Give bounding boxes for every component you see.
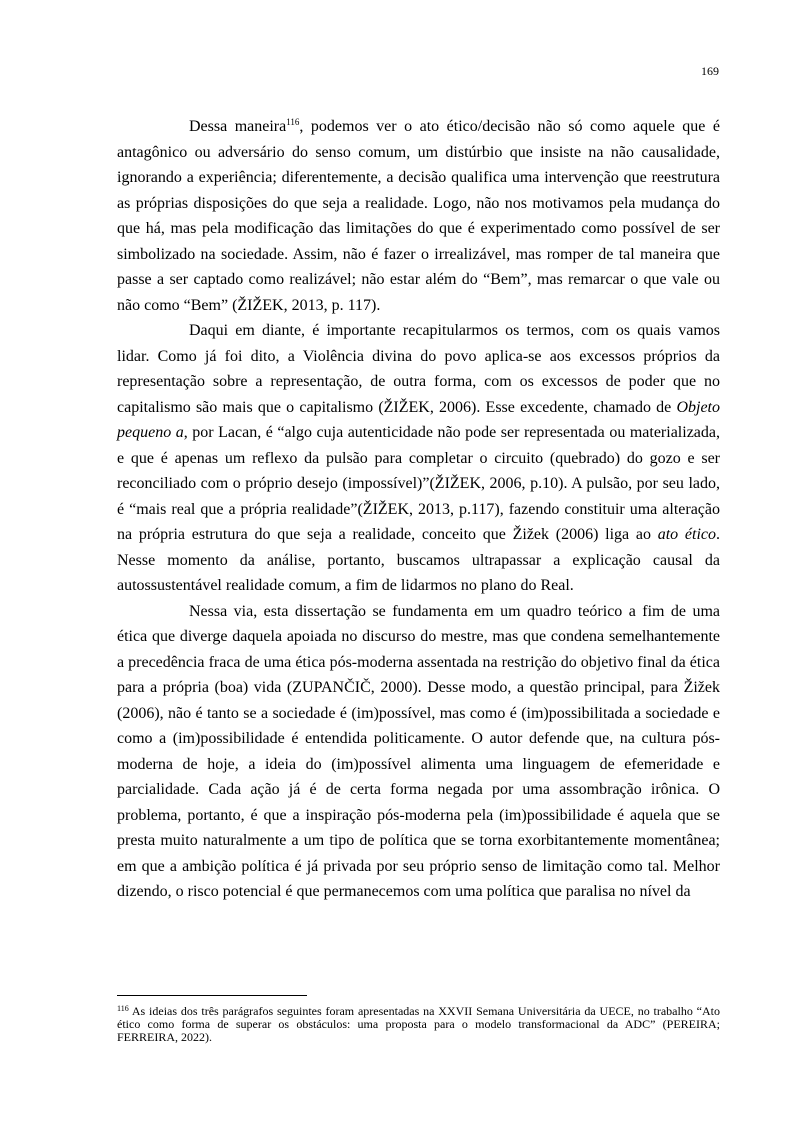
footnote-divider	[117, 995, 307, 996]
footnote-marker: 116	[117, 1004, 129, 1013]
page-number: 169	[701, 64, 719, 78]
italic-term-ato-etico: ato ético	[657, 526, 717, 543]
paragraph-1-start: Dessa maneira	[189, 118, 287, 135]
footnote-reference: 116	[286, 117, 300, 127]
paragraph-1-rest: , podemos ver o ato ético/decisão não só como aquele que é antagônico ou adversário do senso comum, um distúrbio que insiste na não causalidade, ignorando a experiência; diferentemente, a decisão qualifica uma intervenção que reestrutura as próprias disposições do que seja a realidade. Logo, não nos motivamos pela mudança do que há, mas pela modificação das limitações do que é experimentado como possível de ser simbolizado na sociedade. Assim, não é fazer o irrealizável, mas romper de tal maneira que passe a ser captado como realizável; não estar além do “Bem”, mas remarcar o que vale ou não como “Bem” (ŽIŽEK, 2013, p. 117).	[117, 118, 720, 314]
paragraph-2-start: Daqui em diante, é importante recapitularmos os termos, com os quais vamos lidar. Como já foi dito, a Violência divina do povo aplica-se aos excessos próprios da representação sobre a representação, de outra forma, com os excessos de poder que no capitalismo são mais que o capitalismo (ŽIŽEK, 2006). Esse excedente, chamado de	[117, 322, 720, 416]
paragraph-2-middle: , por Lacan, é “algo cuja autenticidade não pode ser representada ou materializada, e que é apenas um reflexo da pulsão para completar o circuito (quebrado) do gozo e ser reconciliado com o próprio desejo (impossível)”(ŽIŽEK, 2006, p.10). A pulsão, por seu lado, é “mais real que a própria realidade”(ŽIŽEK, 2013, p.117), fazendo constituir uma alteração na própria estrutura do que seja a realidade, conceito que Žižek (2006) liga ao	[117, 424, 721, 543]
main-text	[117, 114, 720, 905]
footnote-text: As ideias dos três parágrafos seguintes foram apresentadas na XXVII Semana Universitária da UECE, no trabalho “Ato ético como forma de superar os obstáculos: uma proposta para o modelo transformacional da ADC” (PEREIRA; FERREIRA, 2022).	[117, 1004, 720, 1044]
paragraph-3-text: Nessa via, esta dissertação se fundamenta em um quadro teórico a fim de uma ética que diverge daquela apoiada no discurso do mestre, mas que condena semelhantemente a precedência fraca de uma ética pós-moderna assentada na restrição do objetivo final da ética para a própria (boa) vida (ZUPANČIČ, 2000). Desse modo, a questão principal, para Žižek (2006), não é tanto se a sociedade é (im)possível, mas como é (im)possibilitada a sociedade e como a (im)possibilidade é entendida politicamente. O autor defende que, na cultura pós-moderna de hoje, a ideia do (im)possível alimenta uma linguagem de efemeridade e parcialidade. Cada ação já é de certa forma negada por uma assombração irônica. O problema, portanto, é que a inspiração pós-moderna pela (im)possibilidade é aquela que se presta muito naturalmente a um tipo de política que se torna exorbitantemente momentânea; em que a ambição política é já privada por seu próprio senso de limitação como tal. Melhor dizendo, o risco potencial é que permanecemos com uma política que paralisa no nível da	[117, 602, 720, 900]
paragraph-3	[117, 599, 720, 905]
italic-term-objeto: Objeto pequeno a	[117, 398, 720, 441]
footnote	[117, 1005, 720, 1044]
paragraph-1	[117, 114, 720, 318]
paragraph-2-end: . Nesse momento da análise, portanto, buscamos ultrapassar a explicação causal da autossustentável realidade comum, a fim de lidarmos no plano do Real.	[117, 526, 721, 594]
paragraph-2	[117, 318, 720, 599]
